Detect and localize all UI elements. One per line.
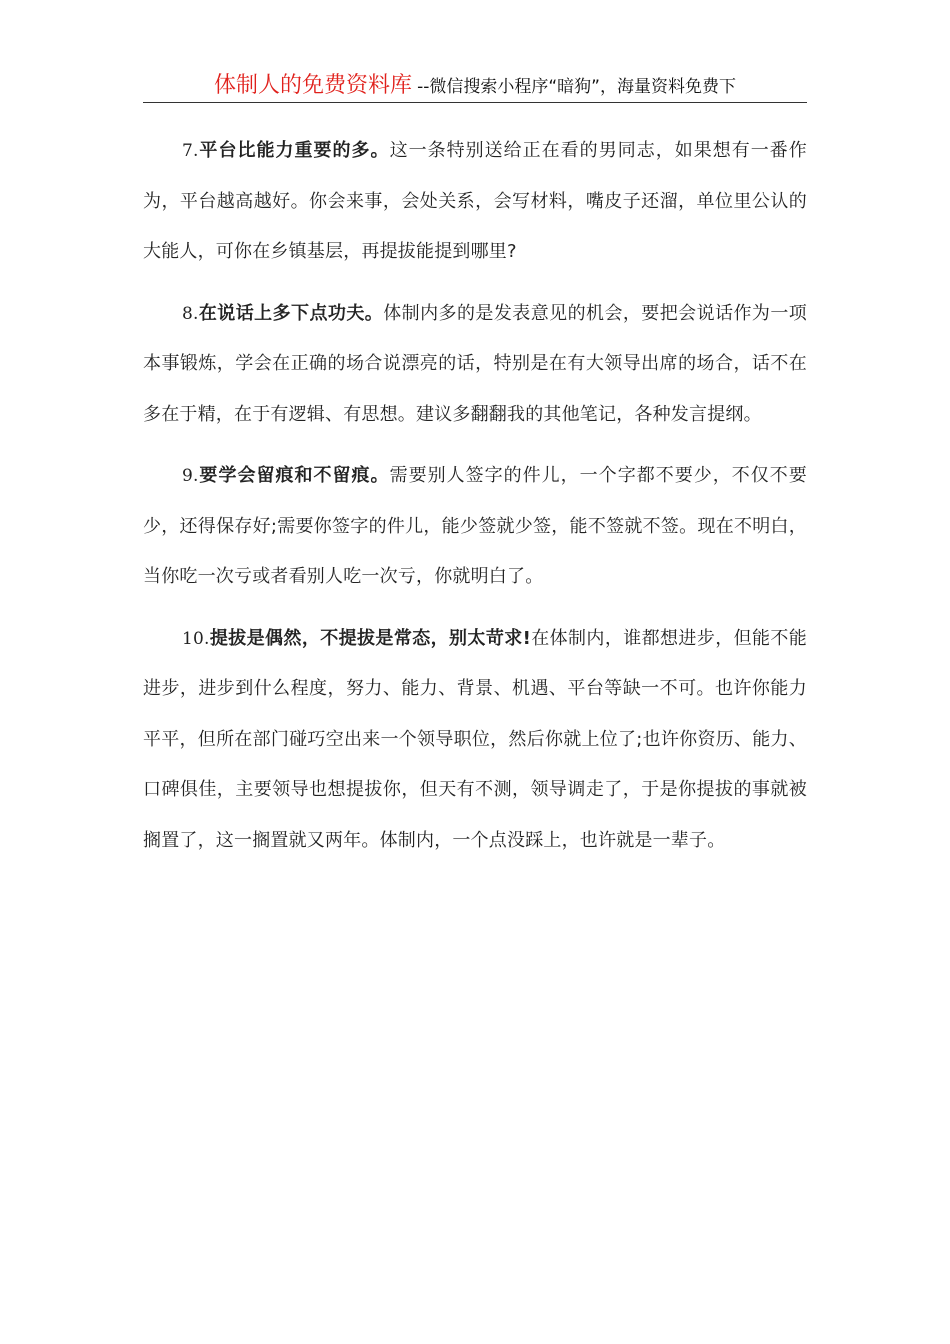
list-item	[143, 614, 807, 867]
item-number: 9.	[182, 466, 199, 486]
list-item	[143, 126, 807, 278]
list-item	[143, 451, 807, 603]
header-tagline: --微信搜索小程序“暗狗”，海量资料免费下	[417, 77, 736, 97]
item-heading: 在说话上多下点功夫。	[198, 302, 384, 324]
document-body	[143, 126, 807, 877]
item-heading: 平台比能力重要的多。	[198, 140, 390, 161]
item-heading: 要学会留痕和不留痕。	[198, 465, 390, 486]
header-brand: 体制人的免费资料库	[214, 73, 413, 98]
item-body: 在体制内，谁都想进步，但能不能进步，进步到什么程度，努力、能力、背景、机遇、平台等缺一不可。也许你能力平平，但所在部门碰巧空出来一个领导职位，然后你就上位了;也许你资历、能力、口碑俱佳，主要领导也想提拔你，但天有不测，领导调走了，于是你提拔的事就被搁置了，这一搁置就又两年。体制内，一个点没踩上，也许就是一辈子。	[143, 627, 808, 851]
page-header	[143, 68, 807, 103]
item-number: 10.	[182, 628, 210, 649]
item-number: 7.	[182, 141, 199, 161]
item-body: 这一条特别送给正在看的男同志，如果想有一番作为，平台越高越好。你会来事，会处关系，会写材料，嘴皮子还溜，单位里公认的大能人，可你在乡镇基层，再提拔能提到哪里?	[143, 140, 808, 262]
item-number: 8.	[182, 303, 199, 324]
item-heading: 提拔是偶然，不提拔是常态，别太苛求!	[209, 627, 532, 649]
item-body: 体制内多的是发表意见的机会，要把会说话作为一项本事锻炼，学会在正确的场合说漂亮的话，特别是在有大领导出席的场合，话不在多在于精，在于有逻辑、有思想。建议多翻翻我的其他笔记，各种发言提纲。	[143, 302, 807, 425]
list-item	[143, 289, 807, 441]
item-body: 需要别人签字的件儿，一个字都不要少，不仅不要少，还得保存好;需要你签字的件儿，能少签就少签，能不签就不签。现在不明白，当你吃一次亏或者看别人吃一次亏，你就明白了。	[143, 465, 808, 587]
